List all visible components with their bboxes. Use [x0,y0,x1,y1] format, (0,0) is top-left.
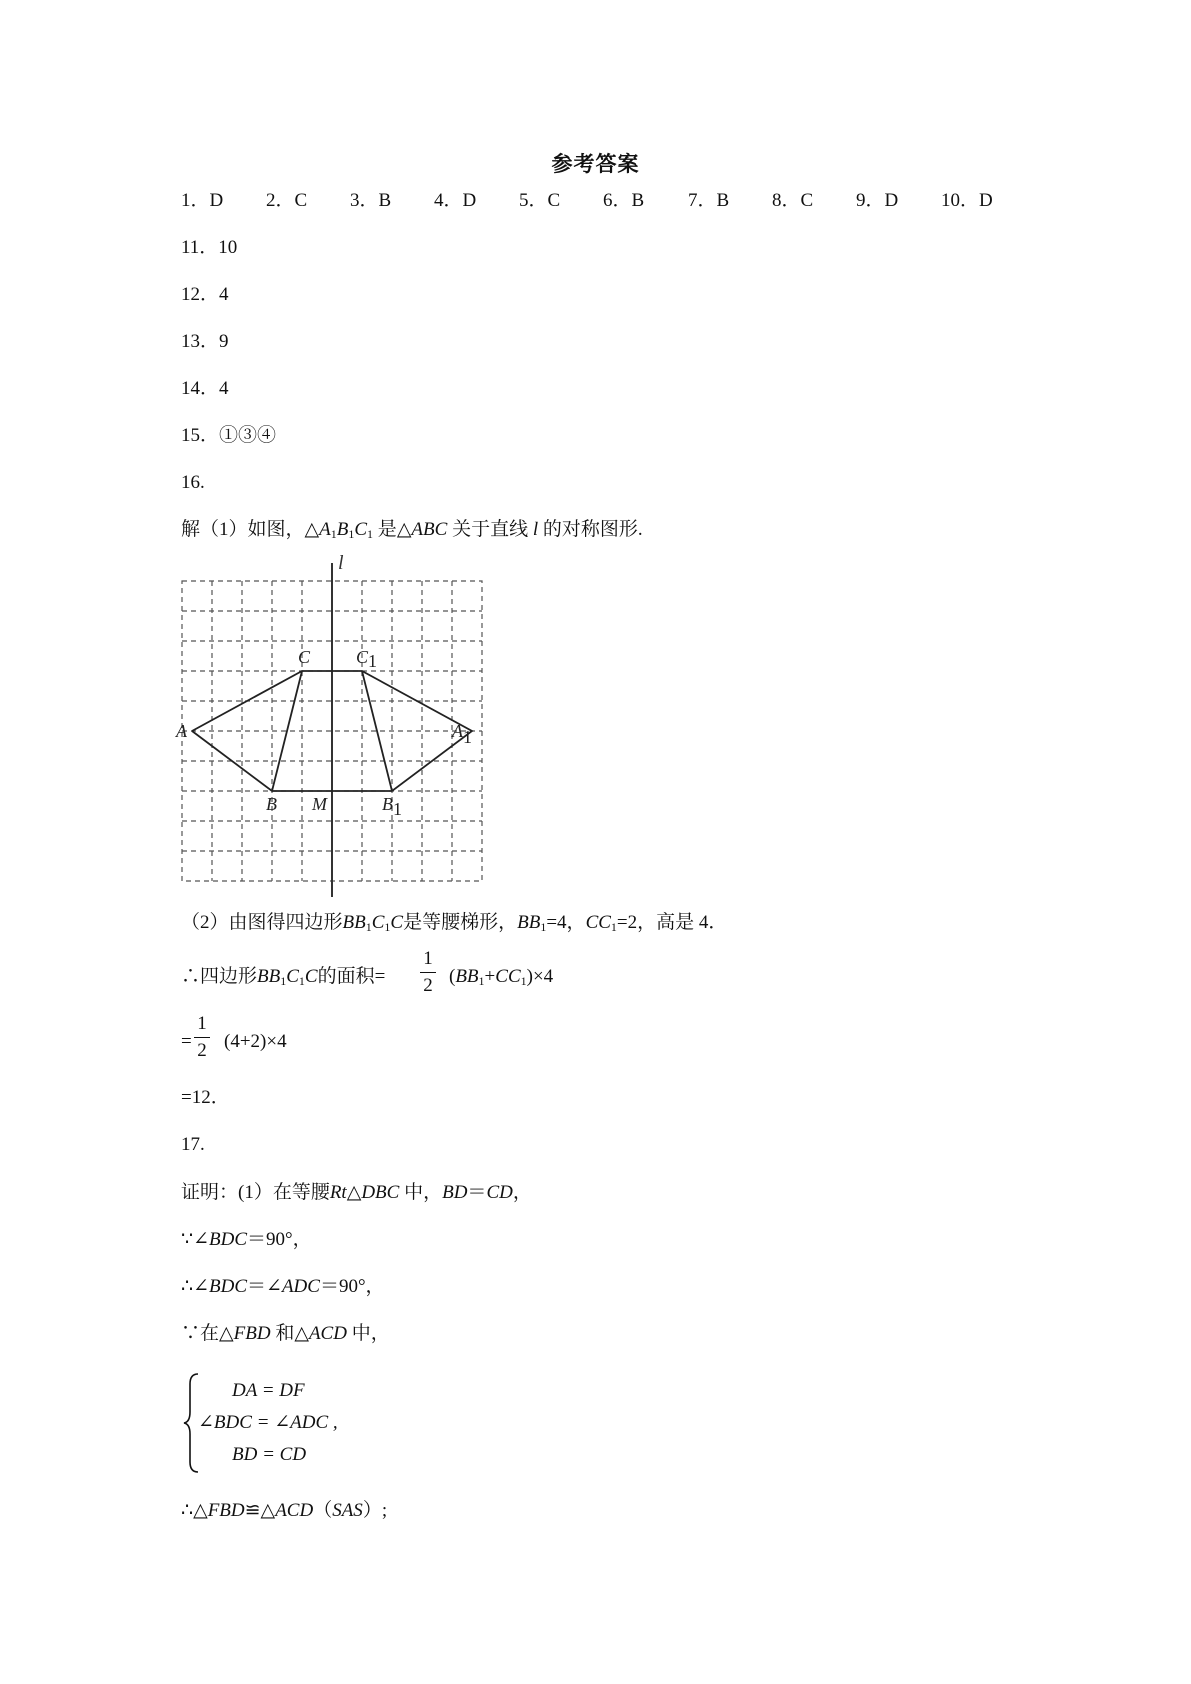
q16-line2-rest: (4+2)×4 [224,1031,287,1052]
q16-result: =12． [181,1087,230,1108]
q17-line1: 证明：(1）在等腰Rt△DBC 中，BD＝CD， [181,1182,532,1203]
answer-8: 8．C [772,190,814,211]
answer-7: 7．B [688,190,730,211]
system-eq-3: BD = CD [232,1444,307,1465]
fraction2-numerator: 1 [197,1013,207,1034]
fraction-denominator: 2 [423,975,433,996]
answer-14: 14．4 [181,378,229,399]
axis-label-l: l [338,552,344,574]
q17-conclusion: ∴△FBD≌△ACD（SAS）; [181,1500,388,1521]
answer-9: 9．D [856,190,899,211]
answer-12: 12．4 [181,284,229,305]
fraction2-bar [194,1037,210,1038]
q17-line2: ∵∠BDC＝90°， [181,1229,312,1250]
q16-part2-text: （2）由图得四边形$BB_1C_1C$是等腰梯形，$BB_1=4$，$CC_1=2$，高是 4． [181,912,728,934]
label-B1: B1 [382,794,402,819]
question-17-number: 17. [181,1134,205,1155]
question-16-number: 16. [181,472,205,493]
answer-1: 1．D [181,190,224,211]
answer-6: 6．B [603,190,645,211]
q17-line3: ∴∠BDC＝∠ADC＝90°， [181,1276,385,1297]
fraction-bar [420,972,436,973]
label-A: A [176,721,187,741]
symmetry-grid-figure [170,545,490,905]
label-M: M [312,794,327,814]
answer-5: 5．C [519,190,561,211]
fraction2-denominator: 2 [197,1040,207,1061]
answer-2: 2．C [266,190,308,211]
label-C1: C1 [356,647,378,671]
q16-area-expression: $(BB_1+CC_1)\times 4$ [449,966,554,988]
q16-area-line: ∴四边形$BB_1C_1C$的面积= [181,966,386,988]
label-A1: A1 [452,721,472,747]
answer-11: 11．10 [181,237,238,258]
label-B: B [266,794,277,814]
answer-10: 10．D [941,190,993,211]
system-eq-2: ∠BDC = ∠ADC , [198,1412,338,1433]
page-title: 参考答案 [551,152,640,176]
answer-15: 15．①③④ [181,425,277,446]
answer-4: 4．D [434,190,477,211]
fraction-numerator: 1 [423,948,433,969]
system-eq-1: DA = DF [232,1380,305,1401]
q16-part1-text: 解（1）如图，$\triangle A_1B_1C_1$ 是△ABC 关于直线 l 的对称图形. [181,519,643,541]
label-C: C [298,647,311,667]
q16-eq-sign: = [181,1031,192,1052]
figure-point-labels [175,647,472,819]
answer-3: 3．B [350,190,392,211]
q17-line4: ∵在△FBD 和△ACD 中， [181,1323,390,1344]
answer-13: 13．9 [181,331,229,352]
